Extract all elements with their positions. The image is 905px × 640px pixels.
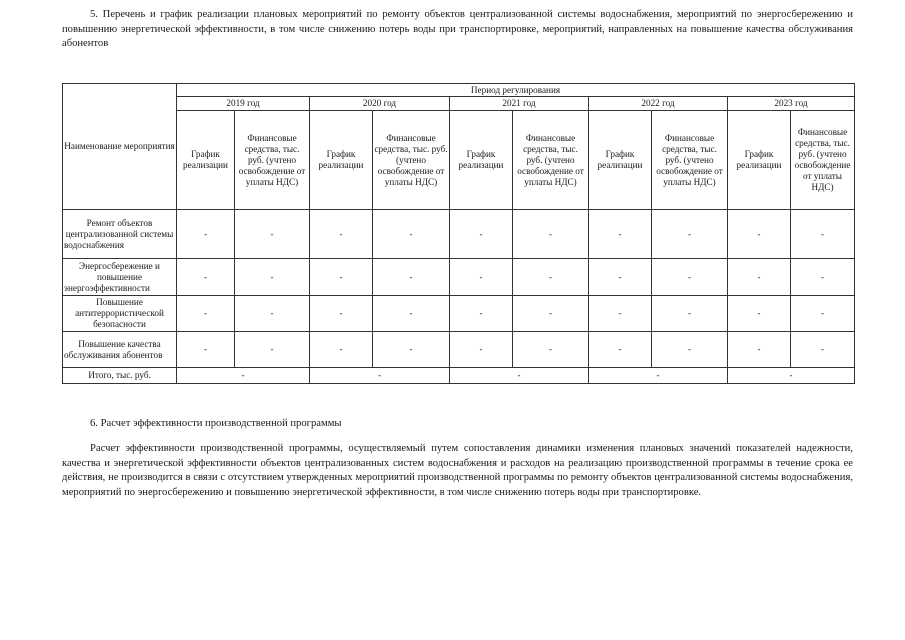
finance-header: Финансовые средства, тыс. руб. (учтено освобождение от уплаты НДС)	[235, 111, 310, 210]
finance-header: Финансовые средства, тыс. руб. (учтено освобождение от уплаты НДС)	[373, 111, 450, 210]
schedule-header: График реализации	[310, 111, 373, 210]
table-row	[63, 332, 855, 368]
table-cell: -	[177, 332, 235, 368]
table-cell: -	[310, 332, 373, 368]
schedule-header: График реализации	[728, 111, 791, 210]
table-cell: -	[791, 210, 855, 259]
table-cell: -	[513, 332, 589, 368]
table-cell: -	[652, 296, 728, 332]
activity-name: Повышение антитеррористической безопасности	[63, 296, 177, 332]
schedule-header: График реализации	[177, 111, 235, 210]
schedule-header: График реализации	[589, 111, 652, 210]
table-cell: -	[513, 296, 589, 332]
table-cell: -	[589, 259, 652, 296]
total-cell: -	[310, 368, 450, 384]
table-cell: -	[373, 259, 450, 296]
table-cell: -	[791, 332, 855, 368]
total-cell: -	[450, 368, 589, 384]
total-cell: -	[177, 368, 310, 384]
table-cell: -	[177, 296, 235, 332]
table-cell: -	[513, 210, 589, 259]
year-header: 2023 год	[728, 97, 855, 111]
table-cell: -	[177, 259, 235, 296]
year-header: 2020 год	[310, 97, 450, 111]
table-cell: -	[589, 210, 652, 259]
table-cell: -	[728, 210, 791, 259]
table-cell: -	[728, 332, 791, 368]
section-6-paragraph: Расчет эффективности производственной программы, осуществляемый путем сопоставления динамики изменения плановых значений показателей надежности, качества и энергетической эффективности объектов централизованных систем водоснабжения и расходов на реализацию производственной программы в течение срока ее действия, не производится в связи с отсутствием утвержденных мероприятий производственной программы по ремонту объектов централизованной системы водоснабжения, мероприятий по энергосбережению и повышению энергетической эффективности, в том числе снижению потерь воды при транспортировке.	[62, 443, 853, 498]
table-cell: -	[450, 332, 513, 368]
table-cell: -	[652, 259, 728, 296]
total-cell: -	[589, 368, 728, 384]
table-cell: -	[310, 210, 373, 259]
table-cell: -	[373, 210, 450, 259]
table-cell: -	[652, 332, 728, 368]
table-row	[63, 296, 855, 332]
activity-name-header: Наименование мероприятия	[63, 84, 177, 210]
section-5-paragraph: 5. Перечень и график реализации плановых мероприятий по ремонту объектов централизованной системы водоснабжения, мероприятий по энергосбережению и повышению энергетической эффективности, в том числе снижению потерь воды при транспортировке, мероприятий, направленных на повышение качества обслуживания абонентов	[62, 9, 853, 50]
table-cell: -	[450, 210, 513, 259]
table-cell: -	[589, 332, 652, 368]
table-cell: -	[373, 296, 450, 332]
table-cell: -	[728, 296, 791, 332]
table-cell: -	[235, 210, 310, 259]
total-row	[63, 368, 855, 384]
table-row	[63, 259, 855, 296]
total-label: Итого, тыс. руб.	[63, 368, 177, 384]
plan-table	[62, 83, 855, 384]
table-cell: -	[791, 259, 855, 296]
activity-name: Повышение качества обслуживания абонентов	[63, 332, 177, 368]
schedule-header: График реализации	[450, 111, 513, 210]
activity-name: Ремонт объектов централизованной системы водоснабжения	[63, 210, 177, 259]
total-cell: -	[728, 368, 855, 384]
year-header: 2022 год	[589, 97, 728, 111]
finance-header: Финансовые средства, тыс. руб. (учтено освобождение от уплаты НДС)	[791, 111, 855, 210]
table-cell: -	[373, 332, 450, 368]
table-cell: -	[450, 259, 513, 296]
table-cell: -	[235, 259, 310, 296]
table-cell: -	[791, 296, 855, 332]
year-header: 2019 год	[177, 97, 310, 111]
table-cell: -	[513, 259, 589, 296]
table-cell: -	[177, 210, 235, 259]
table-cell: -	[235, 296, 310, 332]
table-cell: -	[310, 259, 373, 296]
table-cell: -	[728, 259, 791, 296]
table-cell: -	[450, 296, 513, 332]
period-header: Период регулирования	[177, 84, 855, 97]
year-header: 2021 год	[450, 97, 589, 111]
finance-header: Финансовые средства, тыс. руб. (учтено освобождение от уплаты НДС)	[652, 111, 728, 210]
activity-name: Энергосбережение и повышение энергоэффективности	[63, 259, 177, 296]
section-6-heading: 6. Расчет эффективности производственной программы	[90, 418, 342, 429]
finance-header: Финансовые средства, тыс. руб. (учтено освобождение от уплаты НДС)	[513, 111, 589, 210]
table-row	[63, 210, 855, 259]
table-cell: -	[589, 296, 652, 332]
table-cell: -	[235, 332, 310, 368]
table-cell: -	[310, 296, 373, 332]
table-cell: -	[652, 210, 728, 259]
